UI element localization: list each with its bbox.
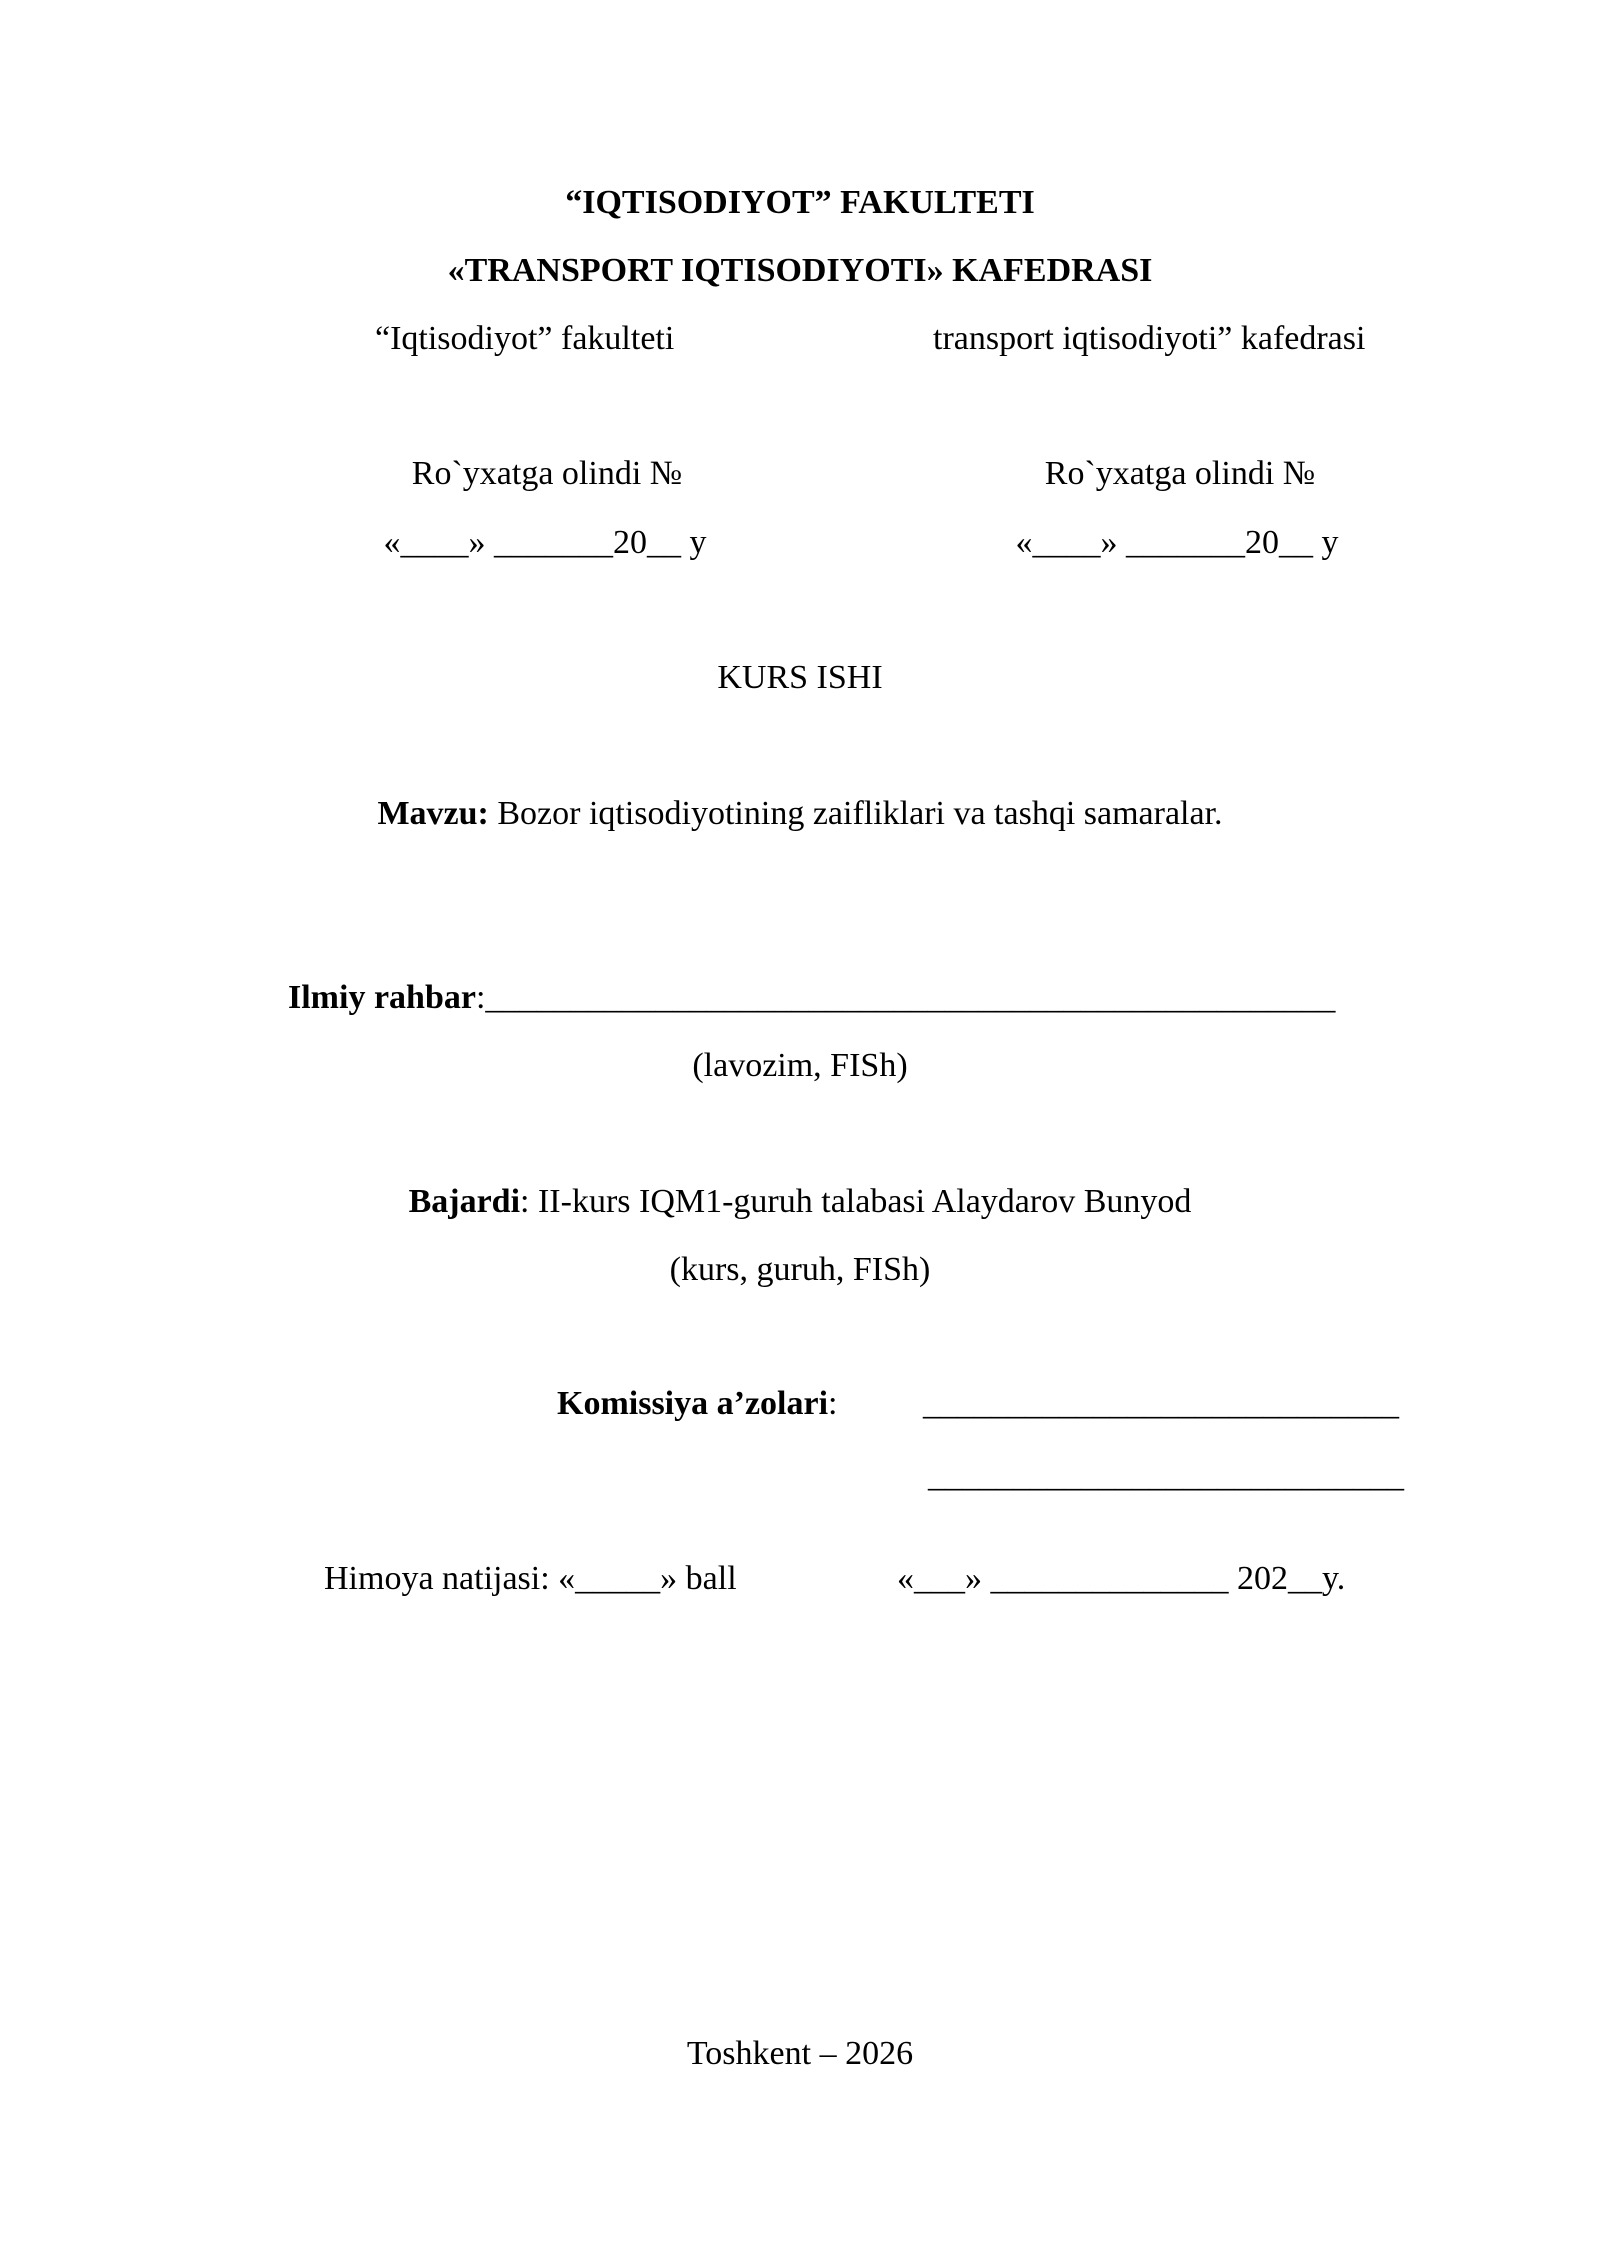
supervisor-blank: :__________________________________________________	[475, 979, 1336, 1016]
topic-text: Bozor iqtisodiyotining zaifliklari va tashqi samaralar.	[488, 795, 1223, 832]
commission-signature-line-1: ____________________________	[923, 1385, 1399, 1422]
registration-right-label: Ro`yxatga olindi №	[1044, 455, 1316, 492]
faculty-left-label: “Iqtisodiyot” fakulteti	[375, 320, 675, 357]
commission-signature-line-2: ____________________________	[928, 1457, 1404, 1494]
supervisor-label: Ilmiy rahbar	[288, 979, 476, 1016]
registration-left-label: Ro`yxatga olindi №	[411, 455, 683, 492]
city-year: Toshkent – 2026	[686, 2035, 914, 2072]
commission-label-line	[557, 1384, 837, 1424]
topic-line	[0, 794, 1600, 834]
document-type: KURS ISHI	[717, 659, 883, 696]
commission-label: Komissiya a’zolari	[557, 1385, 829, 1422]
registration-left-date: «____» _______20__ y	[383, 524, 707, 561]
performer-text: : II-kurs IQM1-guruh talabasi Alaydarov Bunyod	[520, 1183, 1192, 1220]
department-title: «TRANSPORT IQTISODIYOTI» KAFEDRASI	[447, 252, 1153, 289]
department-right-label: transport iqtisodiyoti” kafedrasi	[933, 320, 1366, 357]
performer-line	[0, 1182, 1600, 1222]
faculty-title: “IQTISODIYOT” FAKULTETI	[565, 184, 1035, 221]
registration-right-date: «____» _______20__ y	[1015, 524, 1339, 561]
supervisor-hint: (lavozim, FISh)	[692, 1047, 908, 1084]
defense-result: Himoya natijasi: «_____» ball	[324, 1560, 737, 1597]
commission-colon: :	[828, 1385, 838, 1422]
supervisor-line	[288, 978, 1335, 1018]
topic-label: Mavzu:	[377, 795, 489, 832]
performer-hint: (kurs, guruh, FISh)	[669, 1251, 931, 1288]
defense-date: «___» ______________ 202__y.	[897, 1560, 1346, 1597]
performer-label: Bajardi	[408, 1183, 521, 1220]
